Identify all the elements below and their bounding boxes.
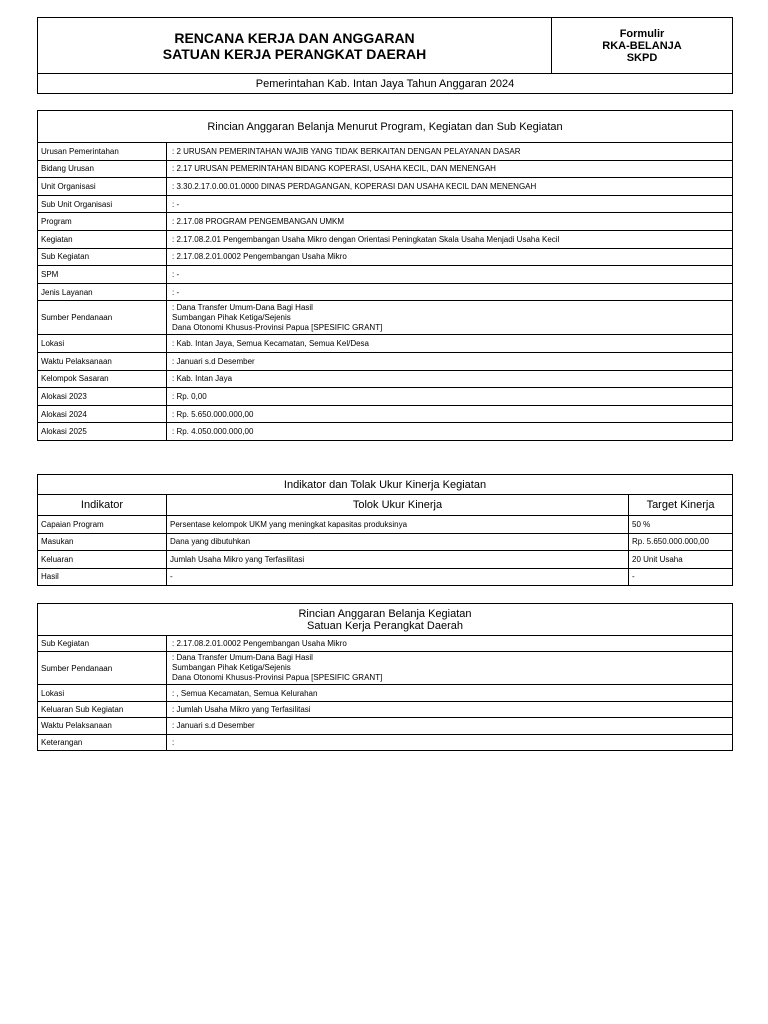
table-row — [38, 160, 733, 178]
section2-title: Indikator dan Tolak Ukur Kinerja Kegiatan — [38, 475, 733, 495]
row-label: Unit Organisasi — [38, 178, 167, 196]
row-value: : 2.17 URUSAN PEMERINTAHAN BIDANG KOPERASI, USAHA KECIL, DAN MENENGAH — [167, 160, 733, 178]
row-label: Sumber Pendanaan — [38, 652, 167, 685]
table-row — [38, 652, 733, 685]
row-value: : Januari s.d Desember — [167, 718, 733, 734]
row-label: Kelompok Sasaran — [38, 370, 167, 388]
section3-title-line-1: Rincian Anggaran Belanja Kegiatan — [298, 607, 472, 620]
table-row — [38, 516, 733, 534]
row-value-multiline — [167, 652, 733, 685]
table-header-row — [38, 495, 733, 516]
row-label: Kegiatan — [38, 230, 167, 248]
section1-title: Rincian Anggaran Belanja Menurut Program, Kegiatan dan Sub Kegiatan — [38, 111, 733, 143]
row-value: : Rp. 5.650.000.000,00 — [167, 405, 733, 423]
document-title — [38, 18, 552, 74]
form-code: RKA-BELANJA — [602, 39, 682, 52]
table-row — [38, 213, 733, 231]
row-value: : 2.17.08.2.01 Pengembangan Usaha Mikro dengan Orientasi Peningkatan Skala Usaha Menjadi Usaha Kecil — [167, 230, 733, 248]
row-label: Program — [38, 213, 167, 231]
funding-source-1: : Dana Transfer Umum-Dana Bagi Hasil — [172, 653, 313, 663]
row-label: Lokasi — [38, 335, 167, 353]
row-label: SPM — [38, 266, 167, 284]
table-row — [38, 283, 733, 301]
tolok-cell: Dana yang dibutuhkan — [167, 533, 629, 551]
table-row — [38, 352, 733, 370]
indikator-cell: Hasil — [38, 568, 167, 586]
row-value: : 2.17.08 PROGRAM PENGEMBANGAN UMKM — [167, 213, 733, 231]
row-label: Keluaran Sub Kegiatan — [38, 701, 167, 717]
table-row — [38, 143, 733, 161]
row-value: : Kab. Intan Jaya, Semua Kecamatan, Semua Kel/Desa — [167, 335, 733, 353]
table-row — [38, 701, 733, 717]
funding-source-1: : Dana Transfer Umum-Dana Bagi Hasil — [172, 302, 313, 312]
table-row — [38, 636, 733, 652]
row-value: : — [167, 734, 733, 750]
table-row — [38, 370, 733, 388]
row-value: : - — [167, 195, 733, 213]
government-year: Pemerintahan Kab. Intan Jaya Tahun Anggaran 2024 — [38, 74, 733, 94]
table-row — [38, 388, 733, 406]
document-header — [37, 17, 733, 94]
table-row — [38, 405, 733, 423]
activity-detail-table — [37, 603, 733, 751]
row-value: : 2.17.08.2.01.0002 Pengembangan Usaha Mikro — [167, 636, 733, 652]
table-row — [38, 266, 733, 284]
row-value-multiline — [167, 301, 733, 335]
form-label: Formulir — [619, 27, 665, 40]
row-value: : Rp. 4.050.000.000,00 — [167, 423, 733, 441]
table-row — [38, 230, 733, 248]
target-cell: 20 Unit Usaha — [629, 551, 733, 569]
table-row — [38, 718, 733, 734]
table-row — [38, 533, 733, 551]
indicator-table — [37, 474, 733, 586]
target-cell: Rp. 5.650.000.000,00 — [629, 533, 733, 551]
row-label: Bidang Urusan — [38, 160, 167, 178]
row-value: : Januari s.d Desember — [167, 352, 733, 370]
row-label: Keterangan — [38, 734, 167, 750]
row-label: Alokasi 2025 — [38, 423, 167, 441]
section3-title-line-2: Satuan Kerja Perangkat Daerah — [307, 619, 463, 632]
row-value: : Jumlah Usaha Mikro yang Terfasilitasi — [167, 701, 733, 717]
row-value: : 3.30.2.17.0.00.01.0000 DINAS PERDAGANGAN, KOPERASI DAN USAHA KECIL DAN MENENGAH — [167, 178, 733, 196]
row-label: Alokasi 2023 — [38, 388, 167, 406]
form-unit: SKPD — [626, 51, 658, 64]
row-value: : Kab. Intan Jaya — [167, 370, 733, 388]
row-label: Waktu Pelaksanaan — [38, 718, 167, 734]
program-detail-table — [37, 110, 733, 441]
row-label: Waktu Pelaksanaan — [38, 352, 167, 370]
funding-source-3: Dana Otonomi Khusus-Provinsi Papua [SPESIFIC GRANT] — [172, 322, 383, 332]
target-cell: - — [629, 568, 733, 586]
row-value: : Rp. 0,00 — [167, 388, 733, 406]
funding-source-3: Dana Otonomi Khusus-Provinsi Papua [SPESIFIC GRANT] — [172, 673, 383, 683]
table-row — [38, 301, 733, 335]
table-row — [38, 195, 733, 213]
table-row — [38, 335, 733, 353]
table-row — [38, 423, 733, 441]
row-label: Jenis Layanan — [38, 283, 167, 301]
table-row — [38, 178, 733, 196]
tolok-cell: Jumlah Usaha Mikro yang Terfasilitasi — [167, 551, 629, 569]
column-header: Tolok Ukur Kinerja — [167, 495, 629, 516]
indikator-cell: Capaian Program — [38, 516, 167, 534]
row-label: Lokasi — [38, 685, 167, 701]
row-label: Sub Unit Organisasi — [38, 195, 167, 213]
indikator-cell: Keluaran — [38, 551, 167, 569]
row-label: Sumber Pendanaan — [38, 301, 167, 335]
row-label: Alokasi 2024 — [38, 405, 167, 423]
row-label: Urusan Pemerintahan — [38, 143, 167, 161]
indikator-cell: Masukan — [38, 533, 167, 551]
funding-source-2: Sumbangan Pihak Ketiga/Sejenis — [172, 663, 291, 673]
section3-title — [38, 604, 733, 636]
table-row — [38, 248, 733, 266]
column-header: Indikator — [38, 495, 167, 516]
title-line-2: SATUAN KERJA PERANGKAT DAERAH — [162, 45, 427, 62]
target-cell: 50 % — [629, 516, 733, 534]
row-value: : - — [167, 283, 733, 301]
row-value: : , Semua Kecamatan, Semua Kelurahan — [167, 685, 733, 701]
table-row — [38, 685, 733, 701]
tolok-cell: Persentase kelompok UKM yang meningkat kapasitas produksinya — [167, 516, 629, 534]
table-row — [38, 551, 733, 569]
row-label: Sub Kegiatan — [38, 248, 167, 266]
title-line-1: RENCANA KERJA DAN ANGGARAN — [174, 29, 415, 46]
column-header: Target Kinerja — [629, 495, 733, 516]
tolok-cell: - — [167, 568, 629, 586]
funding-source-2: Sumbangan Pihak Ketiga/Sejenis — [172, 312, 291, 322]
row-value: : 2 URUSAN PEMERINTAHAN WAJIB YANG TIDAK BERKAITAN DENGAN PELAYANAN DASAR — [167, 143, 733, 161]
table-row — [38, 734, 733, 750]
table-row — [38, 568, 733, 586]
row-value: : - — [167, 266, 733, 284]
row-value: : 2.17.08.2.01.0002 Pengembangan Usaha Mikro — [167, 248, 733, 266]
form-code-box — [552, 18, 733, 74]
row-label: Sub Kegiatan — [38, 636, 167, 652]
